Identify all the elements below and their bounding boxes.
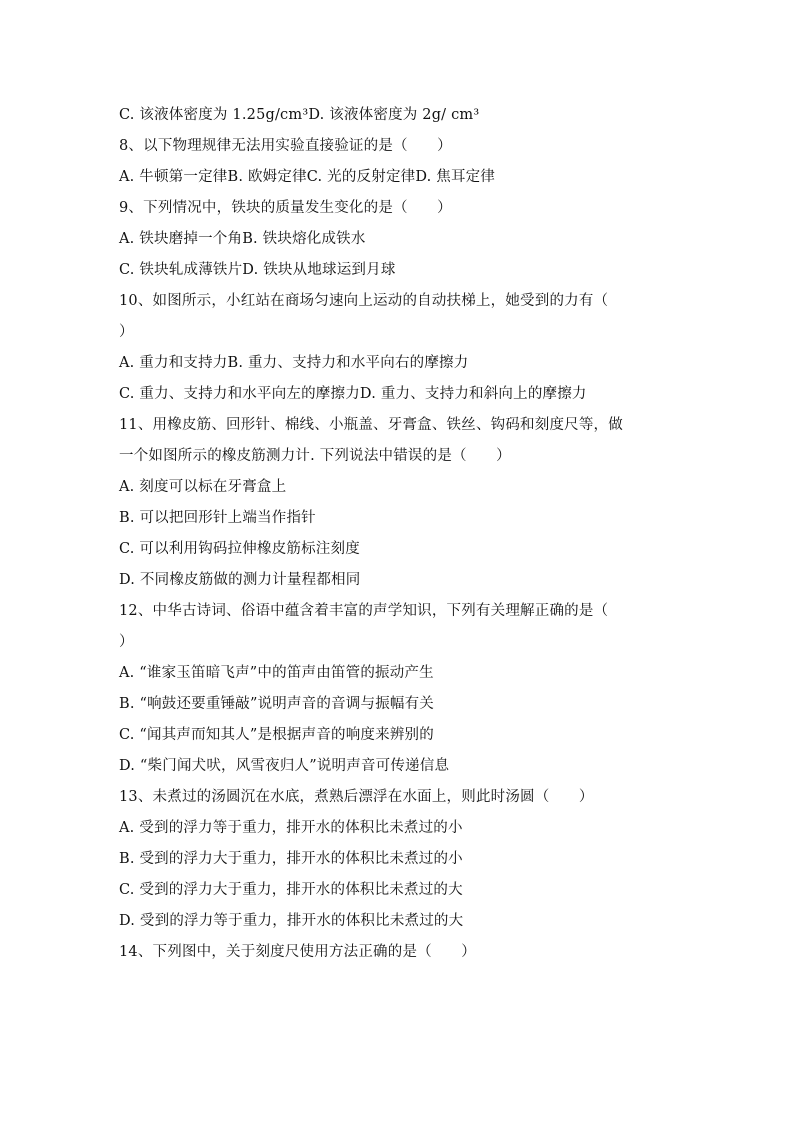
question-10-cont: ） bbox=[119, 324, 134, 340]
question-11-cont: 一个如图所示的橡皮筋测力计. 下列说法中错误的是（ ） bbox=[119, 448, 511, 464]
option-11-d: D. 不同橡皮筋做的测力计量程都相同 bbox=[119, 572, 361, 588]
question-13: 13、未煮过的汤圆沉在水底，煮熟后漂浮在水面上，则此时汤圆（ ） bbox=[119, 789, 594, 805]
options-10-cd: C. 重力、支持力和水平向左的摩擦力D. 重力、支持力和斜向上的摩擦力 bbox=[119, 386, 587, 402]
question-11: 11、用橡皮筋、回形针、棉线、小瓶盖、牙膏盒、铁丝、钩码和刻度尺等，做 bbox=[119, 417, 623, 433]
question-12: 12、中华古诗词、俗语中蕴含着丰富的声学知识，下列有关理解正确的是（ bbox=[119, 603, 609, 619]
question-text-block bbox=[119, 100, 679, 968]
question-14: 14、下列图中，关于刻度尺使用方法正确的是（ ） bbox=[119, 944, 476, 960]
question-8: 8、以下物理规律无法用实验直接验证的是（ ） bbox=[119, 138, 452, 154]
question-10: 10、如图所示，小红站在商场匀速向上运动的自动扶梯上，她受到的力有（ bbox=[119, 293, 609, 309]
option-13-d: D. 受到的浮力等于重力，排开水的体积比未煮过的大 bbox=[119, 913, 464, 929]
options-10-ab: A. 重力和支持力B. 重力、支持力和水平向右的摩擦力 bbox=[119, 355, 469, 371]
options-9-cd: C. 铁块轧成薄铁片D. 铁块从地球运到月球 bbox=[119, 262, 396, 278]
option-11-a: A. 刻度可以标在牙膏盒上 bbox=[119, 479, 287, 495]
option-11-c: C. 可以利用钩码拉伸橡皮筋标注刻度 bbox=[119, 541, 360, 557]
option-line-7cd: C. 该液体密度为 1.25g/cm³D. 该液体密度为 2g/ cm³ bbox=[119, 107, 480, 123]
option-12-b: B. “响鼓还要重锤敲”说明声音的音调与振幅有关 bbox=[119, 696, 434, 712]
option-12-a: A. “谁家玉笛暗飞声”中的笛声由笛管的振动产生 bbox=[119, 665, 434, 681]
option-13-a: A. 受到的浮力等于重力，排开水的体积比未煮过的小 bbox=[119, 820, 463, 836]
question-12-cont: ） bbox=[119, 634, 134, 650]
option-12-c: C. “闻其声而知其人”是根据声音的响度来辨别的 bbox=[119, 727, 434, 743]
option-13-c: C. 受到的浮力大于重力，排开水的体积比未煮过的大 bbox=[119, 882, 463, 898]
option-13-b: B. 受到的浮力大于重力，排开水的体积比未煮过的小 bbox=[119, 851, 463, 867]
option-12-d: D. “柴门闻犬吠，风雪夜归人”说明声音可传递信息 bbox=[119, 758, 450, 774]
options-8: A. 牛顿第一定律B. 欧姆定律C. 光的反射定律D. 焦耳定律 bbox=[119, 169, 496, 185]
option-11-b: B. 可以把回形针上端当作指针 bbox=[119, 510, 316, 526]
question-9: 9、下列情况中，铁块的质量发生变化的是（ ） bbox=[119, 200, 452, 216]
options-9-ab: A. 铁块磨掉一个角B. 铁块熔化成铁水 bbox=[119, 231, 366, 247]
